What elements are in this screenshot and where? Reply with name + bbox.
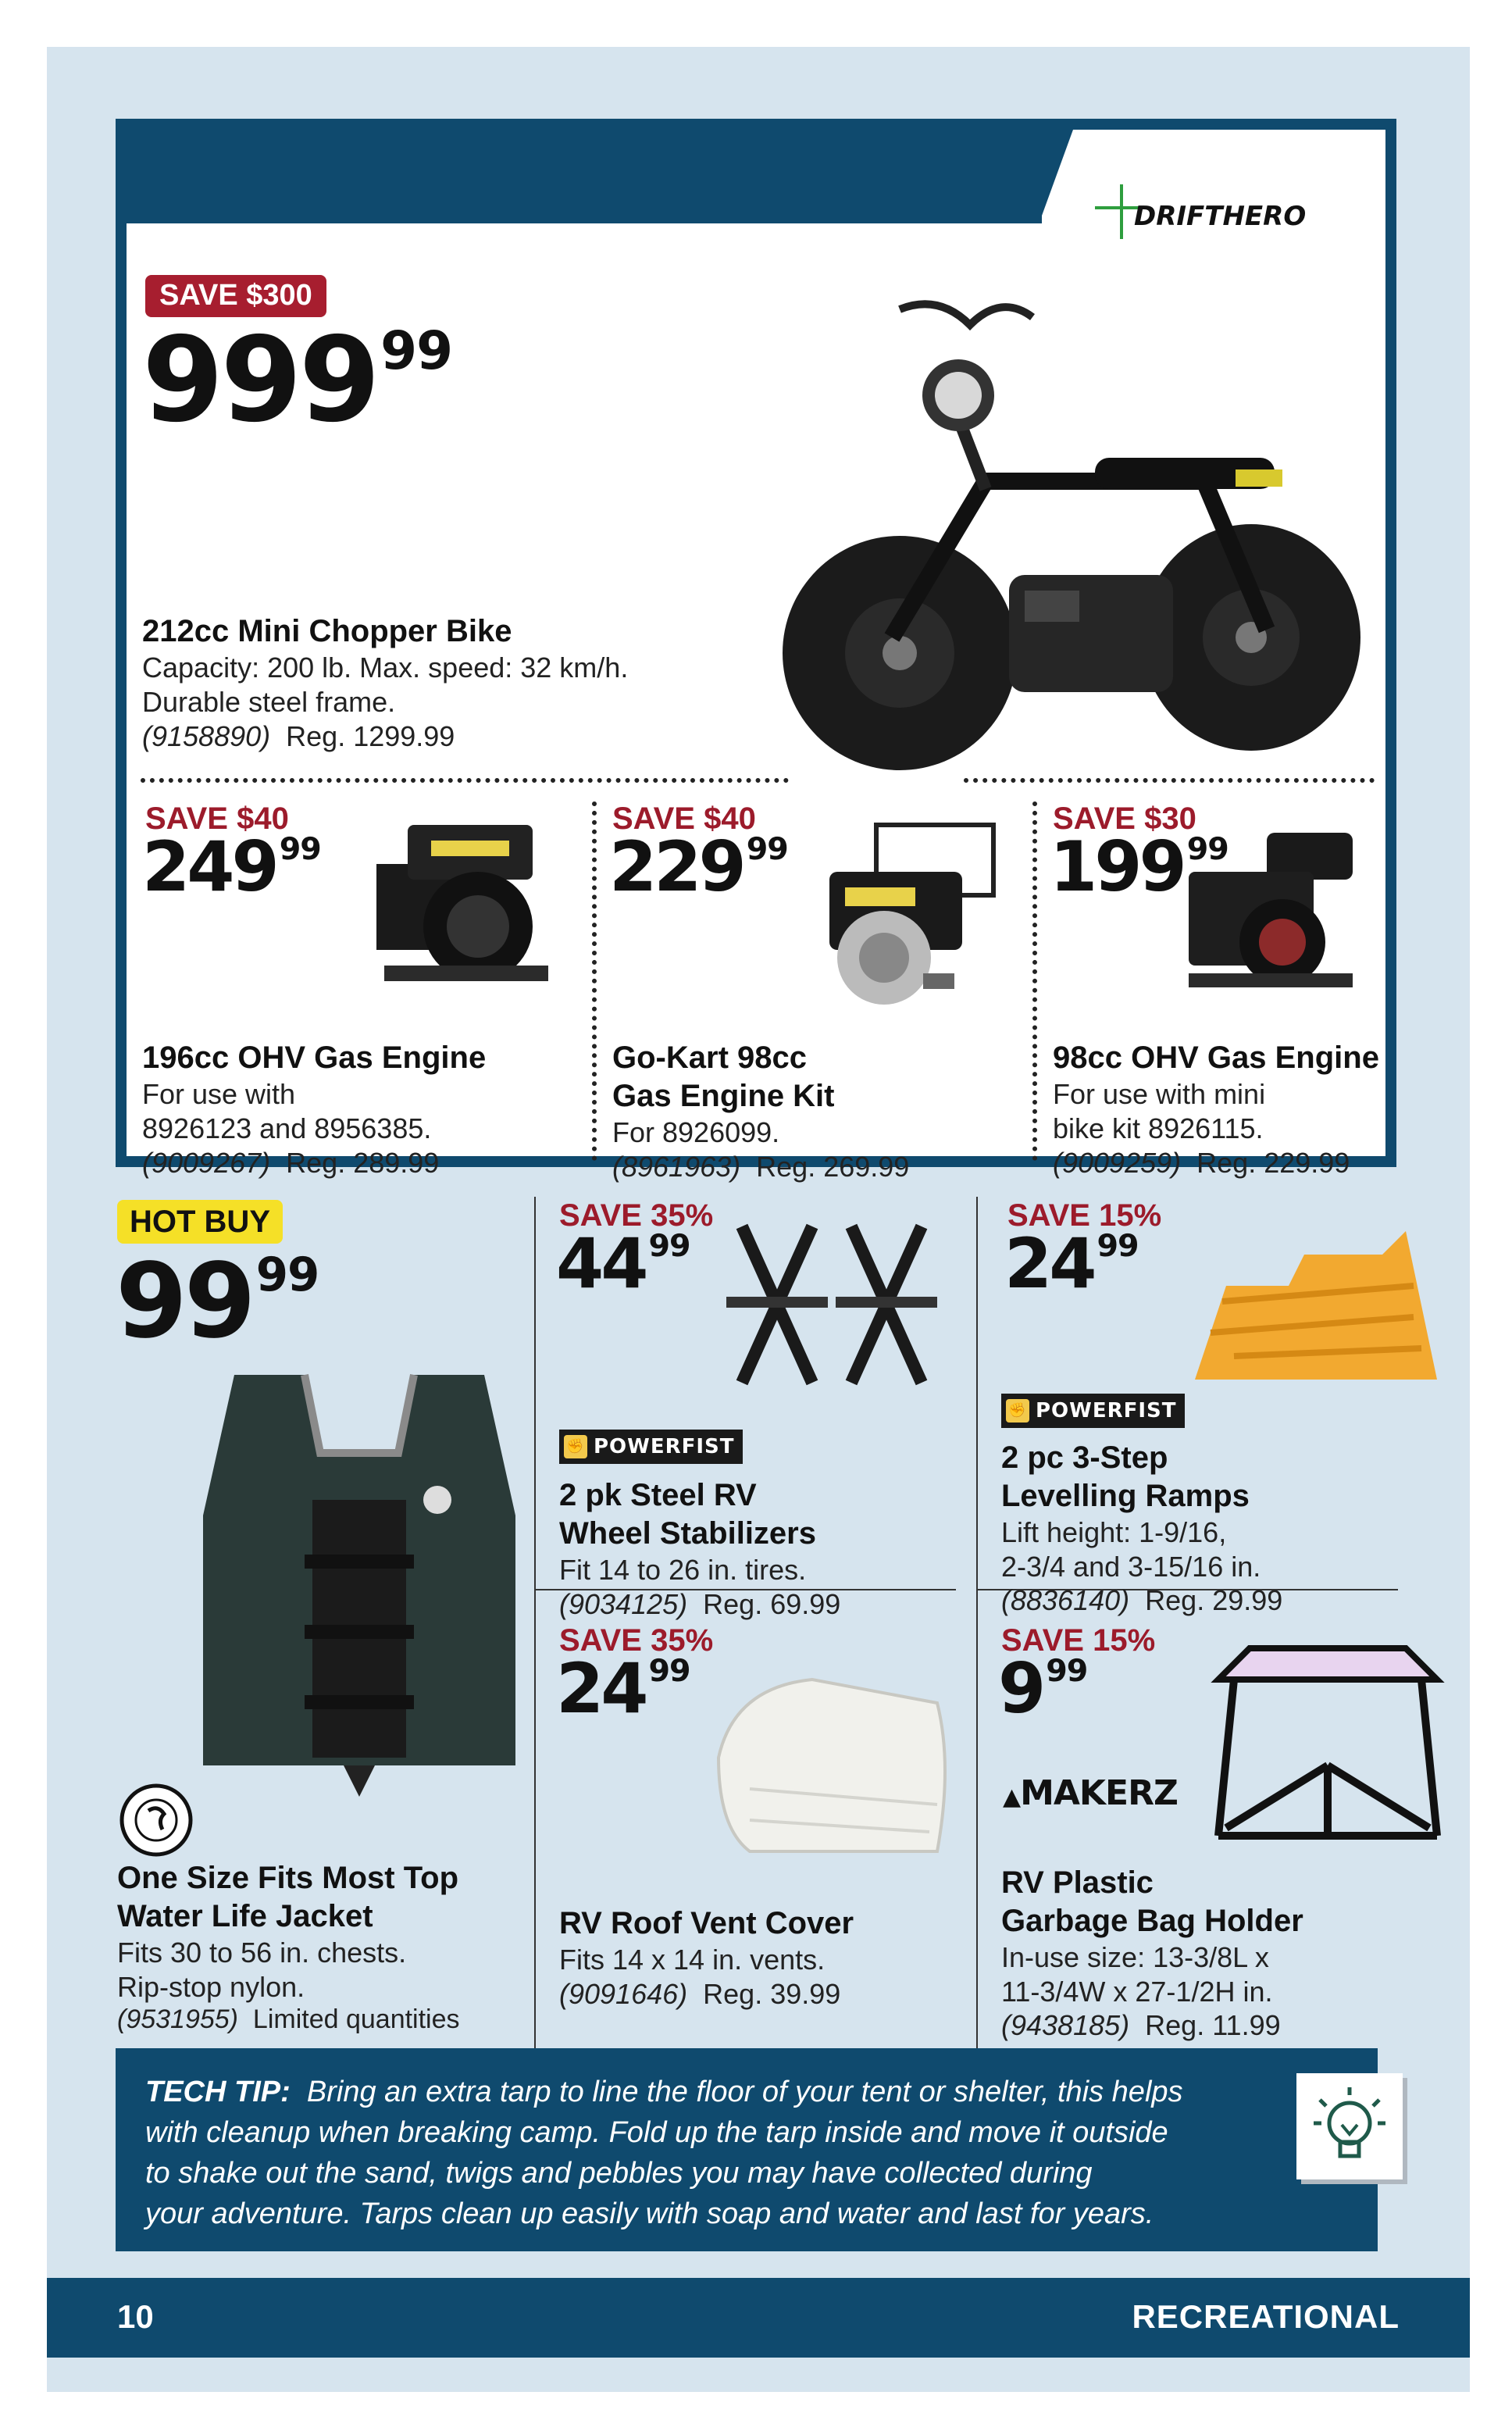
price-dollars: 249: [142, 826, 276, 907]
product-reg-price: Reg. 11.99: [1145, 2009, 1281, 2042]
mustang-survival-seal-icon: [117, 1781, 195, 1859]
tech-tip-line4: your adventure. Tarps clean up easily with soap and water and last for years.: [145, 2197, 1154, 2231]
tech-tip-label: TECH TIP:: [145, 2076, 291, 2108]
product-info: [142, 1039, 579, 1180]
product-desc-line2: Durable steel frame.: [142, 685, 396, 718]
save-label: SAVE 15%: [1001, 1623, 1156, 1658]
product-name: Go-Kart 98cc: [612, 1041, 807, 1075]
price-cents: 99: [648, 1227, 690, 1264]
lightbulb-icon-box: [1296, 2073, 1403, 2179]
product-sku: (9158890): [142, 719, 271, 752]
product-reg-price: Reg. 269.99: [756, 1150, 910, 1183]
price-dollars: 99: [116, 1241, 253, 1362]
product-desc-line1: Fit 14 to 26 in. tires.: [559, 1553, 807, 1586]
product-reg-price: Reg. 289.99: [286, 1146, 440, 1179]
price-dollars: 229: [609, 826, 744, 907]
product-sku: (9009267): [142, 1146, 271, 1179]
brand-logo-text: DRIFTHERO: [1134, 201, 1307, 232]
price-cents: 99: [746, 830, 788, 867]
product-desc-line1: For use with mini: [1053, 1077, 1266, 1110]
vent-product-info: [559, 1904, 965, 2012]
roof-vent-cover-image: [703, 1672, 961, 1867]
product-sku: (9009259): [1053, 1146, 1182, 1179]
dotted-divider: [592, 801, 597, 1161]
section-label: RECREATIONAL: [1132, 2298, 1400, 2335]
product-name: RV Roof Vent Cover: [559, 1906, 854, 1940]
save-label: SAVE $30: [1053, 801, 1196, 836]
product-price: [998, 1648, 1088, 1729]
product-info: [1053, 1039, 1389, 1180]
product-desc-line1: In-use size: 13-3/8L x: [1001, 1940, 1269, 1973]
dotted-divider: [964, 778, 1375, 783]
product-desc-line1: For 8926099.: [612, 1116, 780, 1148]
stabilizers-product-info: [559, 1476, 965, 1621]
price-dollars: 9: [998, 1648, 1043, 1729]
go-kart-engine-kit-image: [798, 817, 1009, 1012]
product-name-line2: Water Life Jacket: [117, 1898, 373, 1933]
price-dollars: 999: [142, 312, 378, 448]
brand-name: POWERFIST: [1036, 1399, 1177, 1423]
tech-tip-text: [145, 2072, 1270, 2234]
product-name-line2: Gas Engine Kit: [612, 1078, 835, 1113]
garbage-bag-holder-image: [1203, 1633, 1453, 1867]
product-price: [609, 826, 788, 907]
product-name: RV Plastic: [1001, 1865, 1154, 1900]
price-cents: 99: [255, 1248, 319, 1302]
product-reg-price: Reg. 69.99: [703, 1587, 841, 1620]
levelling-ramps-image: [1179, 1231, 1445, 1387]
feature-product-info: [142, 612, 783, 754]
product-reg-price: Reg. 29.99: [1145, 1584, 1283, 1617]
product-desc-line2: 11-3/4W x 27-1/2H in.: [1001, 1975, 1273, 2008]
hot-buy-badge: HOT BUY: [117, 1200, 283, 1244]
product-sku: (9034125): [559, 1587, 688, 1620]
fist-icon: ✊: [1006, 1399, 1029, 1423]
product-desc-line1: Lift height: 1-9/16,: [1001, 1515, 1227, 1548]
wheel-stabilizers-image: [719, 1211, 953, 1398]
price-dollars: 24: [1004, 1223, 1094, 1304]
price-dollars: 44: [556, 1223, 646, 1304]
flyer-page: [47, 47, 1470, 2392]
price-cents: 99: [279, 830, 321, 867]
save-label: SAVE $40: [145, 801, 289, 836]
price-cents: 99: [1186, 830, 1228, 867]
product-price: [556, 1648, 690, 1729]
product-name-line2: Garbage Bag Holder: [1001, 1903, 1303, 1938]
makerz-mark-icon: ▲: [1003, 1783, 1021, 1811]
brand-name: MAKERZ: [1020, 1773, 1178, 1813]
product-desc-line1: Fits 14 x 14 in. vents.: [559, 1943, 826, 1976]
product-name: One Size Fits Most Top: [117, 1861, 459, 1895]
product-name-line2: Levelling Ramps: [1001, 1478, 1250, 1513]
product-name: 98cc OHV Gas Engine: [1053, 1041, 1379, 1075]
product-name: 2 pk Steel RV: [559, 1478, 757, 1512]
price-dollars: 199: [1050, 826, 1184, 907]
save-label: SAVE 35%: [559, 1623, 714, 1658]
product-price: [142, 826, 321, 907]
product-info: [612, 1039, 1034, 1183]
save-label: SAVE 15%: [1007, 1198, 1162, 1233]
product-name: 2 pc 3-Step: [1001, 1440, 1168, 1475]
fist-icon: ✊: [564, 1435, 587, 1458]
price-dollars: 24: [556, 1648, 646, 1729]
product-price: [556, 1223, 690, 1304]
product-reg-price: Reg. 1299.99: [286, 719, 455, 752]
page-number: 10: [117, 2298, 154, 2335]
product-sku: (9438185): [1001, 2009, 1130, 2042]
tech-tip-line2: with cleanup when breaking camp. Fold up the tarp inside and move it outside: [145, 2116, 1168, 2150]
jacket-product-info: [117, 1859, 586, 2037]
tech-tip-line1: Bring an extra tarp to line the floor of your tent or shelter, this helps: [306, 2076, 1183, 2108]
makerz-logo: [1003, 1773, 1178, 1813]
product-desc-line2: bike kit 8926115.: [1053, 1112, 1264, 1144]
featured-products-box: [116, 119, 1396, 1183]
product-availability: Limited quantities: [252, 2004, 460, 2035]
product-desc-line1: Capacity: 200 lb. Max. speed: 32 km/h.: [142, 651, 629, 684]
ramps-product-info: [1001, 1439, 1423, 1618]
lightbulb-icon: [1296, 2073, 1403, 2179]
life-jacket-image: [187, 1359, 531, 1805]
price-cents: 99: [1097, 1227, 1139, 1264]
save-label: SAVE $40: [612, 801, 756, 836]
product-desc-line2: Rip-stop nylon.: [117, 1970, 305, 2003]
powerfist-logo: [559, 1430, 743, 1464]
product-desc-line2: 2-3/4 and 3-15/16 in.: [1001, 1550, 1261, 1583]
mini-chopper-bike-image: [767, 294, 1376, 794]
product-sku: (9091646): [559, 1977, 688, 2010]
product-sku: (9531955): [117, 2004, 239, 2035]
page-footer: [47, 2278, 1470, 2358]
product-price: [1004, 1223, 1139, 1304]
brand-name: POWERFIST: [594, 1435, 735, 1458]
product-reg-price: Reg. 229.99: [1196, 1146, 1350, 1179]
garbage-product-info: [1001, 1864, 1423, 2043]
divider: [534, 1197, 536, 2048]
product-name-line2: Wheel Stabilizers: [559, 1515, 816, 1551]
jacket-price: [116, 1241, 319, 1362]
product-desc-line1: Fits 30 to 56 in. chests.: [117, 1936, 407, 1969]
gas-engine-196cc-image: [361, 817, 572, 997]
powerfist-logo: [1001, 1394, 1185, 1428]
tech-tip-box: [116, 2048, 1378, 2251]
price-cents: 99: [648, 1652, 690, 1689]
price-cents: 99: [380, 319, 453, 382]
drifthero-logo: [1089, 177, 1354, 247]
product-sku: (8836140): [1001, 1584, 1130, 1617]
dotted-divider: [141, 778, 789, 783]
divider: [976, 1197, 978, 2048]
product-name: 212cc Mini Chopper Bike: [142, 614, 512, 648]
product-desc-line2: 8926123 and 8956385.: [142, 1112, 432, 1144]
product-reg-price: Reg. 39.99: [703, 1977, 841, 2010]
feature-price: [142, 312, 453, 448]
save-label: SAVE 35%: [559, 1198, 714, 1233]
feature-save-badge: SAVE $300: [145, 275, 326, 317]
tech-tip-line3: to shake out the sand, twigs and pebbles you may have collected during: [145, 2157, 1093, 2190]
product-name: 196cc OHV Gas Engine: [142, 1041, 487, 1075]
gas-engine-98cc-image: [1173, 825, 1368, 1005]
price-cents: 99: [1046, 1652, 1088, 1689]
product-sku: (8961963): [612, 1150, 741, 1183]
product-desc-line1: For use with: [142, 1077, 296, 1110]
brand-logo-tab: [1042, 130, 1385, 286]
